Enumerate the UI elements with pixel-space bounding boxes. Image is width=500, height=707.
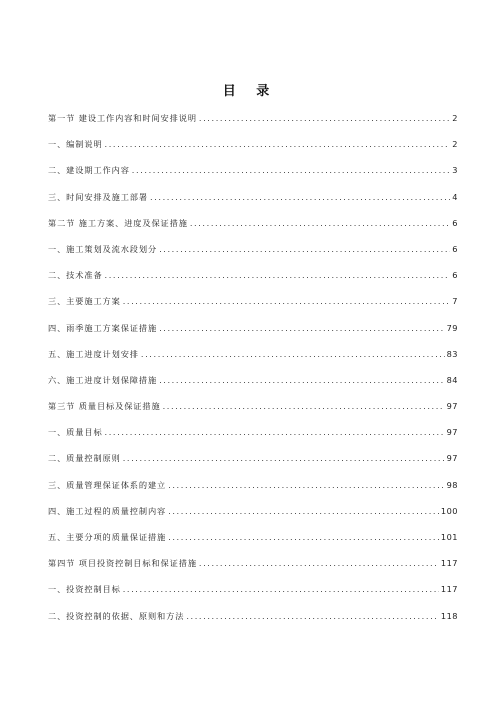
toc-entry-label: 二、建设期工作内容 [48, 165, 130, 176]
toc-entry[interactable] [48, 105, 458, 131]
toc-leader-dots [186, 603, 439, 629]
toc-entry[interactable] [48, 419, 458, 445]
toc-entry[interactable] [48, 210, 458, 236]
toc-entry-page: 97 [446, 453, 458, 464]
toc-entry-label: 一、质量目标 [48, 427, 103, 438]
toc-entry[interactable] [48, 524, 458, 550]
toc-entry[interactable] [48, 367, 458, 393]
toc-entry-page: 97 [446, 401, 458, 412]
toc-entry-page: 79 [446, 322, 458, 333]
toc-entry-page: 97 [446, 427, 458, 438]
toc-entry-label: 五、主要分项的质量保证措施 [48, 532, 167, 542]
toc-leader-dots [105, 419, 445, 445]
toc-entry-label: 第一节 建设工作内容和时间安排说明 [48, 113, 197, 123]
toc-leader-dots [190, 210, 450, 236]
toc-leader-dots [159, 367, 445, 393]
toc-leader-dots [123, 445, 445, 471]
toc-entry-label: 二、技术准备 [48, 270, 103, 281]
toc-entry[interactable] [48, 576, 458, 602]
table-of-contents [48, 105, 458, 629]
toc-entry-label: 一、施工策划及流水段划分 [48, 243, 158, 254]
toc-leader-dots [159, 236, 450, 262]
toc-entry-label: 一、投资控制目标 [48, 584, 121, 595]
toc-leader-dots [159, 315, 445, 341]
toc-entry-page: 117 [440, 558, 458, 569]
toc-entry[interactable] [48, 472, 458, 498]
toc-entry[interactable] [48, 262, 458, 288]
toc-entry-label: 第三节 质量目标及保证措施 [48, 401, 161, 412]
toc-entry-page: 100 [440, 505, 458, 516]
toc-leader-dots [141, 341, 445, 367]
toc-leader-dots [105, 131, 451, 157]
toc-leader-dots [132, 157, 450, 183]
toc-entry[interactable] [48, 393, 458, 419]
toc-leader-dots [123, 288, 451, 314]
toc-entry-label: 五、施工进度计划安排 [48, 348, 139, 359]
toc-entry[interactable] [48, 603, 458, 629]
toc-entry-label: 三、主要施工方案 [48, 296, 121, 307]
toc-leader-dots [168, 498, 439, 524]
toc-entry-page: 6 [452, 243, 458, 254]
toc-entry-page: 7 [452, 296, 458, 307]
toc-entry[interactable] [48, 184, 458, 210]
toc-entry[interactable] [48, 445, 458, 471]
toc-entry-page: 6 [452, 217, 458, 228]
toc-entry-label: 二、质量控制原则 [48, 453, 121, 464]
toc-entry-page: 3 [452, 165, 458, 176]
toc-entry-label: 二、投资控制的依据、原则和方法 [48, 610, 185, 621]
toc-leader-dots [199, 550, 439, 576]
toc-entry-page: 98 [446, 479, 458, 490]
toc-entry[interactable] [48, 236, 458, 262]
toc-leader-dots [168, 472, 444, 498]
toc-entry[interactable] [48, 550, 458, 576]
toc-entry-label: 四、雨季施工方案保证措施 [48, 322, 158, 333]
toc-entry[interactable] [48, 315, 458, 341]
toc-leader-dots [163, 393, 445, 419]
toc-entry[interactable] [48, 498, 458, 524]
toc-entry[interactable] [48, 131, 458, 157]
toc-entry-page: 117 [440, 584, 458, 595]
toc-entry-page: 83 [446, 348, 458, 359]
toc-entry-label: 第四节 项目投资控制目标和保证措施 [48, 558, 197, 569]
toc-entry[interactable] [48, 157, 458, 183]
toc-leader-dots [105, 262, 451, 288]
toc-leader-dots [150, 184, 450, 210]
toc-entry-label: 四、施工过程的质量控制内容 [48, 505, 167, 516]
toc-entry-label: 三、质量管理保证体系的建立 [48, 479, 167, 490]
toc-entry-page: 4 [452, 191, 458, 202]
toc-entry-page: 101 [440, 532, 458, 542]
toc-leader-dots [123, 576, 439, 602]
toc-entry-page: 118 [440, 610, 458, 621]
toc-title: 目 录 [222, 84, 278, 99]
toc-leader-dots [199, 105, 450, 131]
toc-entry-page: 2 [452, 113, 458, 123]
toc-leader-dots [168, 524, 439, 550]
toc-entry-page: 6 [452, 270, 458, 281]
toc-entry-page: 2 [452, 139, 458, 150]
toc-entry-page: 84 [446, 374, 458, 385]
toc-entry-label: 三、时间安排及施工部署 [48, 191, 148, 202]
toc-entry-label: 一、编制说明 [48, 139, 103, 150]
toc-entry-label: 第二节 施工方案、进度及保证措施 [48, 217, 188, 228]
toc-entry[interactable] [48, 288, 458, 314]
toc-entry-label: 六、施工进度计划保障措施 [48, 374, 158, 385]
toc-entry[interactable] [48, 341, 458, 367]
